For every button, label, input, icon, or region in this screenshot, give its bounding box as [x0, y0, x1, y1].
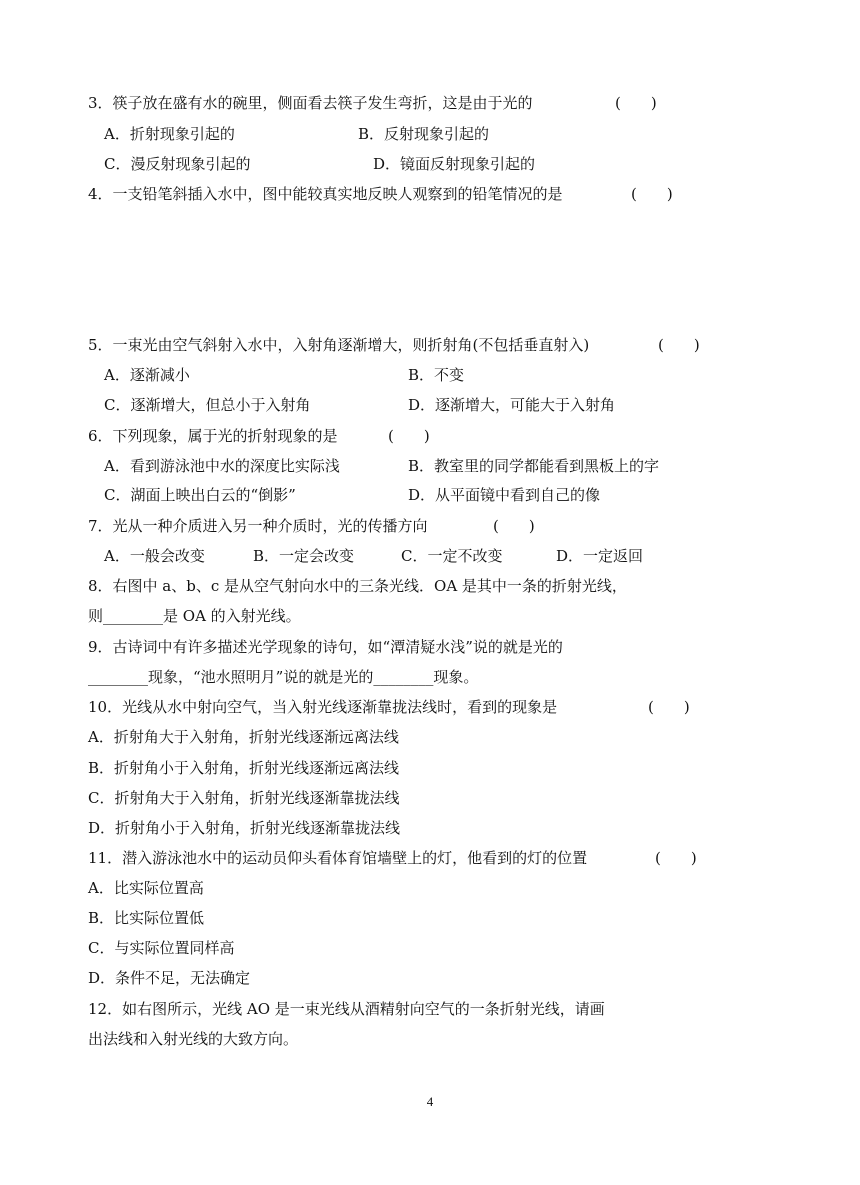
q3-option-a: A．折射现象引起的 — [104, 125, 235, 143]
q4-stem: 4．一支铅笔斜插入水中，图中能较真实地反映人观察到的铅笔情况的是 — [88, 185, 563, 203]
q8-line-1: 8．右图中 a、b、c 是从空气射向水中的三条光线．OA 是其中一条的折射光线， — [88, 577, 627, 595]
q10-option-d: D．折射角小于入射角，折射光线逐渐靠拢法线 — [88, 819, 401, 837]
q5-option-c: C．逐渐增大，但总小于入射角 — [104, 396, 311, 414]
page-number: 4 — [426, 1094, 434, 1109]
q5-option-b: B．不变 — [408, 366, 465, 384]
q12-line-2: 出法线和入射光线的大致方向。 — [88, 1030, 299, 1048]
q10-answer-paren: ( ) — [648, 698, 690, 716]
q7-option-a: A．一般会改变 — [104, 547, 205, 565]
q6-stem: 6．下列现象，属于光的折射现象的是 — [88, 427, 338, 445]
q5-answer-paren: ( ) — [658, 336, 700, 354]
q3-option-b: B．反射现象引起的 — [358, 125, 490, 143]
q11-stem: 11．潜入游泳池水中的运动员仰头看体育馆墙壁上的灯，他看到的灯的位置 — [88, 849, 588, 867]
q11-answer-paren: ( ) — [655, 849, 697, 867]
q7-option-b: B．一定会改变 — [253, 547, 355, 565]
q6-option-b: B．教室里的同学都能看到黑板上的字 — [408, 457, 660, 475]
q10-option-c: C．折射角大于入射角，折射光线逐渐靠拢法线 — [88, 789, 400, 807]
q10-option-a: A．折射角大于入射角，折射光线逐渐远离法线 — [88, 728, 399, 746]
q3-option-c: C．漫反射现象引起的 — [104, 155, 251, 173]
q3-option-d: D．镜面反射现象引起的 — [373, 155, 536, 173]
q9-line-1: 9．古诗词中有许多描述光学现象的诗句，如“潭清疑水浅”说的就是光的 — [88, 638, 563, 656]
q6-option-c: C．湖面上映出白云的“倒影” — [104, 486, 296, 504]
q5-option-d: D．逐渐增大，可能大于入射角 — [408, 396, 616, 414]
q7-option-c: C．一定不改变 — [401, 547, 503, 565]
q3-answer-paren: ( ) — [615, 94, 657, 112]
q3-stem: 3．筷子放在盛有水的碗里，侧面看去筷子发生弯折，这是由于光的 — [88, 94, 533, 112]
q6-answer-paren: ( ) — [388, 427, 430, 445]
q11-option-c: C．与实际位置同样高 — [88, 939, 235, 957]
q6-option-d: D．从平面镜中看到自己的像 — [408, 486, 601, 504]
q10-stem: 10．光线从水中射向空气，当入射光线逐渐靠拢法线时，看到的现象是 — [88, 698, 558, 716]
q12-line-1: 12．如右图所示，光线 AO 是一束光线从酒精射向空气的一条折射光线，请画 — [88, 1000, 605, 1018]
q11-option-a: A．比实际位置高 — [88, 879, 204, 897]
q9-line-2: ________现象，“池水照明月”说的就是光的________现象。 — [88, 668, 479, 686]
q8-line-2: 则________是 OA 的入射光线。 — [88, 607, 301, 625]
q7-answer-paren: ( ) — [493, 517, 535, 535]
q6-option-a: A．看到游泳池中水的深度比实际浅 — [104, 457, 340, 475]
q11-option-b: B．比实际位置低 — [88, 909, 205, 927]
q11-option-d: D．条件不足，无法确定 — [88, 969, 251, 987]
q5-stem: 5．一束光由空气斜射入水中，入射角逐渐增大，则折射角(不包括垂直射入) — [88, 336, 590, 354]
q7-stem: 7．光从一种介质进入另一种介质时，光的传播方向 — [88, 517, 428, 535]
q10-option-b: B．折射角小于入射角，折射光线逐渐远离法线 — [88, 759, 400, 777]
q7-option-d: D．一定返回 — [556, 547, 644, 565]
q5-option-a: A．逐渐减小 — [104, 366, 190, 384]
q4-answer-paren: ( ) — [631, 185, 673, 203]
